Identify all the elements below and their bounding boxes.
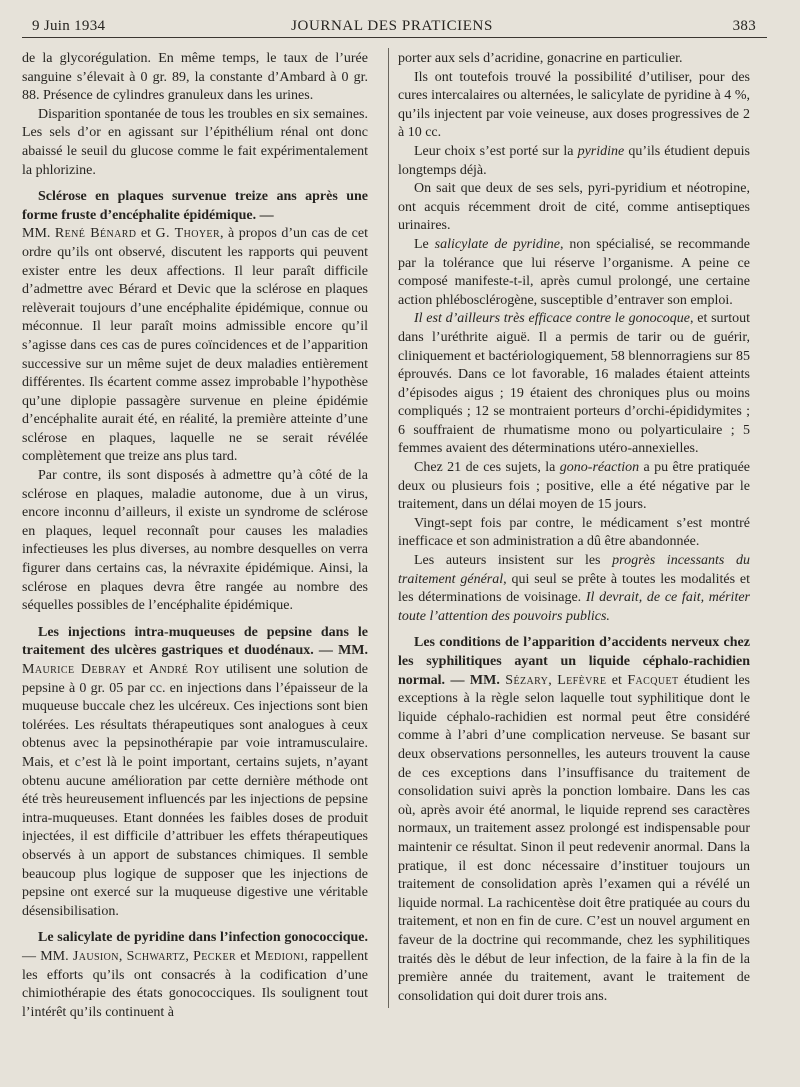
text-run: qu’ils étudient depuis longtemps déjà. bbox=[398, 143, 750, 178]
paragraph bbox=[398, 310, 750, 459]
paragraph: Par contre, ils sont disposés à admettre qu’à côté de la sclérose en plaques, maladie autonome, due à un virus, encore inconnu d’ailleurs, il existe un syndrome de sclérose en plaques, lequel reconnaît pour causes les maladies infectieuses les plus diverses, au nombre desquelles on verra figurer dans certains cas, la névraxite épidémique. Ainsi, la sclérose en plaques devra être rangée au nombre des séquelles possibles de l’encéphalite épidémique. bbox=[22, 468, 368, 614]
article-title: Sclérose en plaques survenue treize ans après une forme fruste d’encéphalite épidémique. — bbox=[22, 189, 368, 223]
italic-run: progrès incessants du traitement général bbox=[398, 553, 750, 587]
journal-title: JOURNAL DES PRATICIENS bbox=[291, 18, 493, 34]
text-run: Le bbox=[414, 236, 435, 252]
text-run: Leur choix s’est porté sur la bbox=[414, 143, 578, 159]
article-salicylate: Le salicylate de pyridine dans l’infection gonococcique. — MM. Jausion, Schwartz, Pecker et Medioni, rappellent les efforts qu’ils ont consacrés à la codification d’une chimiothérapie des états gonococciques. Ils soulignent tout l’intérêt qu’ils continuent à bbox=[22, 930, 369, 1020]
author-name: Medioni bbox=[254, 948, 305, 964]
paragraph: porter aux sels d’acridine, gonacrine en particulier. bbox=[398, 51, 683, 66]
article-body: , rappellent les efforts qu’ils ont consacrés à la codification d’une chimiothérapie des états gonococciques. Ils soulignent tout l’intérêt qu’ils continuent à bbox=[22, 948, 369, 1020]
article-title: Les injections intra-muqueuses de pepsine dans le traitement des ulcères gastriques et duodénaux. — MM. bbox=[22, 624, 368, 659]
text-run: a pu être pratiquée deux ou plusieurs fois ; positive, elle a été négative par le traitement, dans un délai moyen de 15 jours. bbox=[398, 460, 750, 513]
paragraph bbox=[398, 552, 750, 626]
article-title: Le salicylate de pyridine dans l’infection gonococcique. bbox=[38, 930, 368, 946]
header-rule bbox=[22, 37, 767, 38]
text-run: Les auteurs insistent sur les bbox=[414, 553, 613, 569]
author-name: Maurice Debray bbox=[22, 662, 127, 677]
conjunction: et bbox=[611, 672, 622, 688]
author-name: André Roy bbox=[148, 662, 220, 677]
running-header bbox=[22, 14, 762, 36]
author-name: Jausion bbox=[72, 948, 119, 964]
paragraph: Disparition spontanée de tous les troubles en six semaines. Les sels d’or en agissant sur l’épithélium rénal ont donc abaissé le seuil du glucose comme le fait expérimentalement la phlorizine. bbox=[22, 106, 368, 178]
conjunction: et bbox=[240, 948, 251, 964]
conjunction: et bbox=[132, 662, 143, 677]
page-number: 383 bbox=[732, 18, 756, 34]
text-run: , et surtout dans l’uréthrite aiguë. Il a permis de tarir ou de guérir, cliniquement et bactériologiquement, 58 blennorragiens sur 85 éprouvés. Dans ce lot favorable, 16 malades étaient atteints d’épisodes aigus ; 19 étaient des chroniques plus ou moins compliqués ; 12 se montraient porteurs d’orchi-épididymites ; 6 souffraient de rhumatisme mono ou polyarticulaire ; 5 femmes avaient des déterminations utéro-annexielles. bbox=[398, 311, 750, 457]
author-name: Sézary bbox=[505, 672, 549, 688]
italic-run: salicylate de pyridine bbox=[434, 236, 560, 252]
paragraph: Ils ont toutefois trouvé la possibilité d’utiliser, pour des cures intercalaires ou alternées, le salicylate de pyridine à 4 %, qu’ils injectent par voie veineuse, aux doses progressives de 2 à 10 cc. bbox=[398, 69, 750, 141]
italic-run: pyridine bbox=[577, 143, 625, 159]
article-pepsine bbox=[22, 624, 368, 922]
article-body: étudient les exceptions à la règle selon laquelle tout syphilitique dont le liquide céphalo-rachidien est normal peut être considéré comme à l’abri d’une complication nerveuse. Se basant sur deux observations personnelles, les auteurs trouvent la cause de ces exceptions dans l’insuffisance du traitement de consolidation suivi après la ponction lombaire. Dans les cas où, après avoir été anormal, le liquide reprend ses caractères normaux, un traitement assez prolongé est indispensable pour maintenir ce résultat. Sinon il peut redevenir anormal. Dans la pratique, il est donc nécessaire d’instituer toujours un traitement de consolidation après l’examen qui a révélé un liquide normal. La rachicentèse doit être pratiquée au cours du traitement, et non en fin de cure. C’est un nouvel argument en faveur de la doctrine qui recommande, chez les syphilitiques traités dès le début de leur infection, de la faire à la fin de la première année du traitement, avant le traitement de consolidation qui doit durer trois ans. bbox=[398, 672, 750, 1004]
author-name: G. Thoyer bbox=[155, 226, 221, 242]
article-body: utilisent une solution de pepsine à 0 gr. 05 par cc. en injections dans l’épaisseur de la muqueuse buccale chez les ulcéreux. Ces injections sont bien tolérées. Les résultats thérapeutiques sont analogues à ceux obtenus avec la pepsinothérapie par voie intramusculaire. Mais, et c’est là le point important, certains sujets, n’ayant obtenu aucune amélioration par cette dernière méthode ont été très heureusement influencés par les injections de pepsine intra-muqueuses. Etant données les faibles doses de produit injectées, il est difficile d’attribuer les effets thérapeutiques observés à un apport de substances chimiques. Il semble beaucoup plus logique de supposer que les injections de pepsine ont exercé sur la muqueuse digestive une véritable désensibilisation. bbox=[22, 662, 369, 919]
conjunction: et bbox=[140, 226, 152, 242]
author-name: Lefèvre bbox=[557, 672, 607, 688]
issue-date: 9 Juin 1934 bbox=[32, 18, 106, 34]
article-dash: — MM. bbox=[22, 948, 73, 964]
article-title: Les conditions de l’apparition d’accidents nerveux chez les syphilitiques ayant un liquide céphalo-rachidien normal. — MM. bbox=[398, 635, 750, 688]
column-divider bbox=[388, 48, 389, 1008]
author-name: Schwartz bbox=[126, 948, 186, 964]
paragraph: On sait que deux de ses sels, pyri-pyridium et néotropine, ont acquis récemment droit de cité, comme antiseptiques urinaires. bbox=[398, 181, 750, 234]
paragraph: de la glycorégulation. En même temps, le taux de l’urée sanguine s’élevait à 0 gr. 89, la constante d’Ambard à 0 gr. 88. Présence de cylindres granuleux dans les urines. bbox=[22, 51, 368, 104]
paragraph: Vingt-sept fois par contre, le médicament s’est montré inefficace et son administration a dû être abandonnée. bbox=[398, 515, 750, 550]
author-name: Facquet bbox=[627, 672, 679, 688]
text-run: , non spécialisé, se recommande par la tolérance que lui réserve l’organisme. A peine ce composé manifeste-t-il, après cumul prolongé, une certaine action phlébosclérogène, susceptible d’entraver son emploi. bbox=[398, 236, 750, 308]
text-run: , qui seul se prête à toutes les modalités et les déterminations de voisinage. bbox=[398, 571, 751, 606]
article-mm: MM. bbox=[22, 226, 51, 242]
right-column bbox=[398, 50, 750, 1006]
author-name: René Bénard bbox=[54, 226, 137, 242]
italic-run: Il devrait, de ce fait, mériter toute l’attention des pouvoirs publics. bbox=[398, 590, 751, 624]
left-column bbox=[22, 50, 368, 1022]
italic-run: gono-réaction bbox=[559, 460, 640, 476]
article-syphilitiques: Les conditions de l’apparition d’accidents nerveux chez les syphilitiques ayant un liquide céphalo-rachidien normal. — MM. Sézary, Lefèvre et Facquet étudient les exceptions à la règle selon laquelle tout syphilitique dont le liquide céphalo-rachidien est normal peut être considéré comme à l’abri d’une complication nerveuse. Se basant sur deux observations personnelles, les auteurs trouvent la cause de ces exceptions dans l’insuffisance du traitement de consolidation suivi après la ponction lombaire. Dans les cas où, après avoir été anormal, le liquide reprend ses caractères normaux, un traitement assez prolongé est indispensable pour maintenir ce résultat. Sinon il peut redevenir anormal. Dans la pratique, il est donc nécessaire d’instituer toujours un traitement de consolidation après l’examen qui a révélé un liquide normal. La rachicentèse doit être pratiquée au cours du traitement, et non en fin de cure. C’est un nouvel argument en faveur de la doctrine qui recommande, chez les syphilitiques traités dès le début de leur infection, de la faire à la fin de la première année du traitement, avant le traitement de consolidation qui doit durer trois ans. bbox=[398, 635, 750, 1004]
text-run: Chez 21 de ces sujets, la bbox=[414, 460, 560, 476]
paragraph bbox=[398, 459, 750, 515]
paragraph bbox=[398, 236, 750, 310]
author-name: Pecker bbox=[193, 948, 237, 964]
article-body: , à propos d’un cas de cet ordre qu’ils ont observé, discutent les rapports qui peuvent exister entre les deux affections. Il leur paraît difficile d’admettre avec Bérard et Devic que la sclérose en plaques relèverait toujours d’une encéphalite épidémique, connue ou méconnue. Il leur paraît moins admissible encore qu’il s’agisse dans ces cas de pures coïncidences et de l’apparition successive sur un même sujet de deux maladies entièrement différentes. Ils écartent comme assez improbable l’hypothèse qu’une diplopie passagère survenue en pleine épidémie d’encéphalite aurait été, en réalité, la première atteinte d’une sclérose en plaques, laquelle ne se serait révélée complètement que treize ans plus tard. bbox=[22, 226, 368, 465]
italic-run: Il est d’ailleurs très efficace contre le gonocoque bbox=[414, 311, 691, 327]
article-sclerose bbox=[22, 188, 368, 467]
paragraph bbox=[398, 143, 750, 180]
